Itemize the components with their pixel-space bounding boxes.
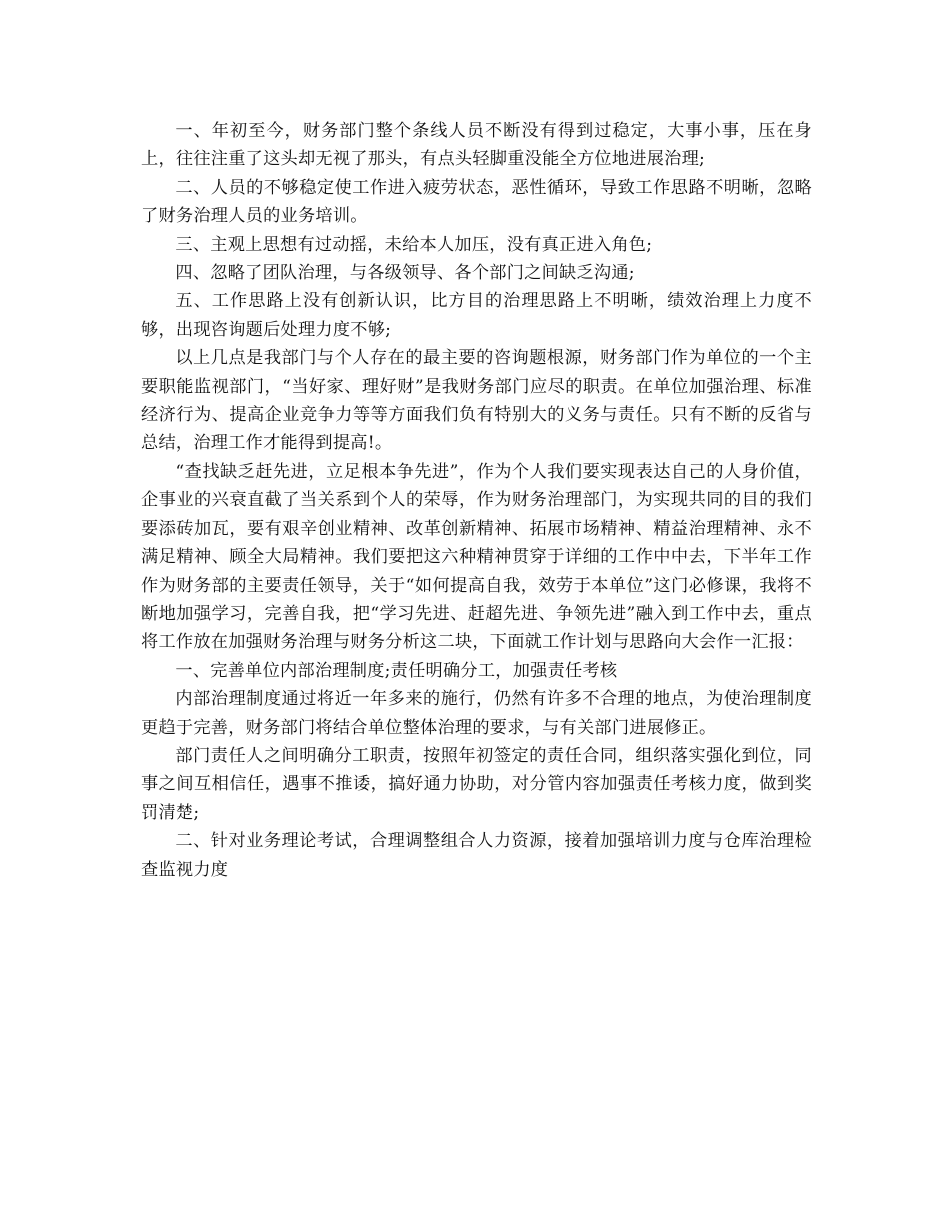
paragraph-5: 五、工作思路上没有创新认识，比方目的治理思路上不明晰，绩效治理上力度不够，出现咨询题后处理力度不够; [141, 291, 812, 340]
paragraph-3: 三、主观上思想有过动摇，未给本人加压，没有真正进入角色; [175, 234, 653, 255]
paragraph-9: 部门责任人之间明确分工职责，按照年初签定的责任合同，组织落实强化到位，同事之间互相信任，遇事不推诿，搞好通力协助，对分管内容加强责任考核力度，做到奖罚清楚; [141, 745, 812, 823]
paragraph-1: 一、年初至今，财务部门整个条线人员不断没有得到过稳定，大事小事，压在身上，往往注重了这头却无视了那头，有点头轻脚重没能全方位地进展治理; [141, 121, 812, 170]
section-heading-1: 一、完善单位内部治理制度;责任明确分工，加强责任考核 [175, 660, 618, 681]
section-heading-2: 二、针对业务理论考试，合理调整组合人力资源，接着加强培训力度与仓库治理检查监视力度 [141, 831, 812, 880]
paragraph-7: “查找缺乏赶先进，立足根本争先进”，作为个人我们要实现表达自己的人身价值，企事业的兴衰直截了当关系到个人的荣辱，作为财务治理部门，为实现共同的目的我们要添砖加瓦，要有艰辛创业精神、改革创新精神、拓展市场精神、精益治理精神、永不满足精神、顾全大局精神。我们要把这六种精神贯穿于详细的工作中中去，下半年工作作为财务部的主要责任领导，关于“如何提高自我，效劳于本单位”这门必修课，我将不断地加强学习，完善自我，把“学习先进、赶超先进、争领先进”融入到工作中去，重点将工作放在加强财务治理与财务分析这二块，下面就工作计划与思路向大会作一汇报： [141, 461, 812, 653]
document-body [141, 117, 812, 884]
paragraph-8: 内部治理制度通过将近一年多来的施行，仍然有许多不合理的地点，为使治理制度更趋于完善，财务部门将结合单位整体治理的要求，与有关部门进展修正。 [141, 689, 812, 738]
paragraph-2: 二、人员的不够稳定使工作进入疲劳状态，恶性循环，导致工作思路不明晰，忽略了财务治理人员的业务培训。 [141, 177, 812, 227]
paragraph-6: 以上几点是我部门与个人存在的最主要的咨询题根源，财务部门作为单位的一个主要职能监视部门，“当好家、理好财”是我财务部门应尽的职责。在单位加强治理、标准经济行为、提高企业竞争力等等方面我们负有特别大的义务与责任。只有不断的反省与总结，治理工作才能得到提高!。 [141, 348, 812, 454]
paragraph-4: 四、忽略了团队治理，与各级领导、各个部门之间缺乏沟通; [175, 263, 635, 284]
